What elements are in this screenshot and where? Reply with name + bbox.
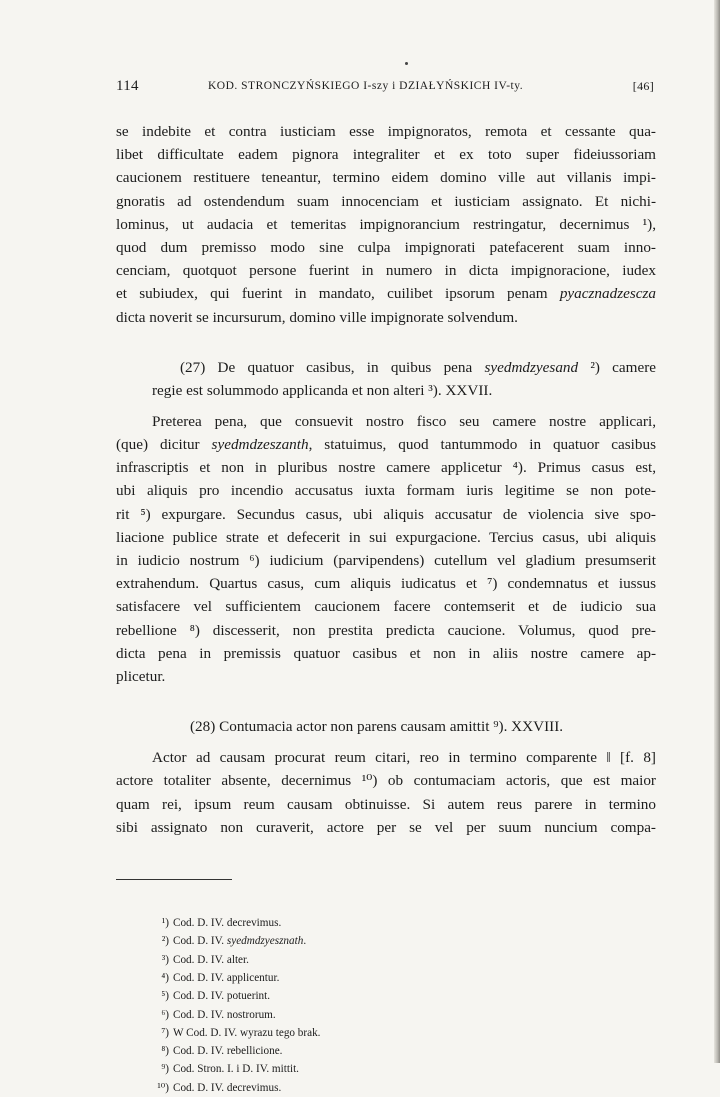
text-line: cenciam, quotquot persone fuerint in numero in dicta impignoracione, iudex (116, 262, 656, 280)
text-line: ubi aliquis pro incendio accusatus iuxta formam iuris legitime se non pote- (116, 482, 656, 500)
paragraph-1 (116, 120, 656, 329)
text-line: plicetur. (116, 668, 166, 686)
text-line: satisfacere vel sufficientem caucionem facere contemserit et de iudicio sua (116, 598, 656, 616)
book-page (116, 78, 656, 1097)
footnote-mark: ⁶) (161, 1008, 169, 1021)
footnote-text: Cod. D. IV. decrevimus. (173, 917, 282, 930)
footnote-mark: ⁴) (161, 971, 169, 984)
footnote (151, 932, 656, 950)
footnote-mark: ¹⁰) (157, 1081, 169, 1094)
text-line: Actor ad causam procurat reum citari, reo in termino comparente ‖ [f. 8] (152, 749, 656, 767)
text-line: quam rei, ipsum reum causam obtinuisse. Si autem reus parere in termino (116, 795, 656, 813)
text-line: actore totaliter absente, decernimus ¹⁰) ob contumaciam actoris, que est maior (116, 772, 656, 790)
footnote (151, 969, 656, 987)
running-title: KOD. STRONCZYŃSKIEGO I-szy i DZIAŁYŃSKICH IV-ty. (208, 80, 524, 92)
text-line: infrascriptis et non in pluribus nostre camere applicetur ⁴). Primus casus est, (116, 459, 656, 477)
footnote (151, 914, 656, 932)
text-line: dicta noverit se incursurum, domino ville impignorate solvendum. (116, 308, 518, 326)
section-27-body (116, 410, 656, 688)
text-line: libet difficultate eadem pignora integraliter et ex toto super fideiussoriam (116, 146, 656, 164)
footnote-text: Cod. D. IV. potuerint. (173, 990, 271, 1003)
footnote-rule (116, 879, 232, 880)
footnote-mark: ²) (161, 935, 169, 948)
text-line: extrahendum. Quartus casus, cum aliquis iudicatus et ⁷) condemnatus et iussus (116, 575, 656, 593)
footnote-text: Cod. D. IV. applicentur. (173, 971, 280, 984)
footnote-text: Cod. D. IV. alter. (173, 953, 249, 966)
text-line: Preterea pena, que consuevit nostro fisco seu camere nostre applicari, (152, 412, 656, 430)
footnote-text: Cod. D. IV. nostrorum. (173, 1008, 276, 1021)
footnote-text: W Cod. D. IV. wyrazu tego brak. (173, 1026, 321, 1039)
footnote (151, 1042, 656, 1060)
section-27-heading (152, 356, 656, 402)
text-line: gnoratis ad ostendendum suam innocenciam et iusticiam assignato. Et nichi- (116, 192, 656, 210)
footnote-mark: ³) (161, 953, 169, 966)
text-line: et subiudex, qui fuerint in mandato, cuilibet ipsorum penam pyacznadzescza (116, 285, 656, 303)
section-28-heading: (28) Contumacia actor non parens causam amittit ⁹). XXVIII. (190, 718, 564, 736)
text-line: rebellione ⁸) discesserit, non prestita predicta caucione. Volumus, quod pre- (116, 621, 656, 639)
page-number: 114 (116, 78, 139, 94)
footnote (151, 1079, 656, 1097)
text-line: se indebite et contra iusticiam esse impignoratos, remota et cessante qua- (116, 123, 656, 140)
text-line: lominus, ut audacia et temeritas impignorancium restringatur, decernimus ¹), (116, 215, 656, 233)
footnote-mark: ⁹) (161, 1063, 169, 1076)
footnote-text: Cod. Stron. I. i D. IV. mittit. (173, 1063, 299, 1076)
footnote-mark: ⁵) (161, 990, 169, 1003)
footnotes (151, 914, 656, 1097)
text-line: rit ⁵) expurgare. Secundus casus, ubi aliquis accusatur de violencia sive spo- (116, 505, 656, 523)
footnote-text: Cod. D. IV. decrevimus. (173, 1081, 282, 1094)
text-line: caucionem restituere teneantur, termino eidem domino ville aut villanis impi- (116, 169, 656, 187)
section-28-body (116, 746, 656, 839)
footnote (151, 951, 656, 969)
text-line: liacione publice strate et defecerit in sui expurgacione. Tercius casus, ubi aliquis (116, 528, 656, 546)
footnote (151, 987, 656, 1005)
folio-reference: [46] (632, 79, 654, 93)
footnote-text: Cod. D. IV. rebellicione. (173, 1045, 283, 1058)
footnote-mark: ⁸) (161, 1045, 169, 1058)
running-header (116, 78, 656, 100)
footnote-mark: ⁷) (161, 1026, 169, 1039)
footnote-text: Cod. D. IV. syedmdzyesznath. (173, 935, 307, 948)
text-line: in iudicio nostrum ⁶) iudicium (parvipendens) cutellum vel gladium presumserit (116, 552, 656, 570)
text-line: dicta pena in premissis quatuor casibus et non in aliis nostre camere ap- (116, 644, 656, 662)
footnote (151, 1060, 656, 1078)
footnote (151, 1024, 656, 1042)
text-line: sibi assignato non curaverit, actore per se vel per suum nuncium compa- (116, 818, 656, 836)
heading-line: (27) De quatuor casibus, in quibus pena syedmdzyesand ²) camere (180, 358, 656, 376)
text-line: quod dum premisso modo sine culpa impignorati patefacerent suam inno- (116, 239, 656, 257)
page-edge-shadow (714, 0, 720, 1063)
print-speck (405, 62, 408, 65)
heading-line: regie est solummodo applicanda et non alteri ³). XXVII. (152, 381, 493, 399)
footnote (151, 1006, 656, 1024)
footnote-mark: ¹) (161, 917, 169, 930)
text-line: (que) dicitur syedmdzeszanth, statuimus, quod tantummodo in quatuor casibus (116, 436, 656, 454)
